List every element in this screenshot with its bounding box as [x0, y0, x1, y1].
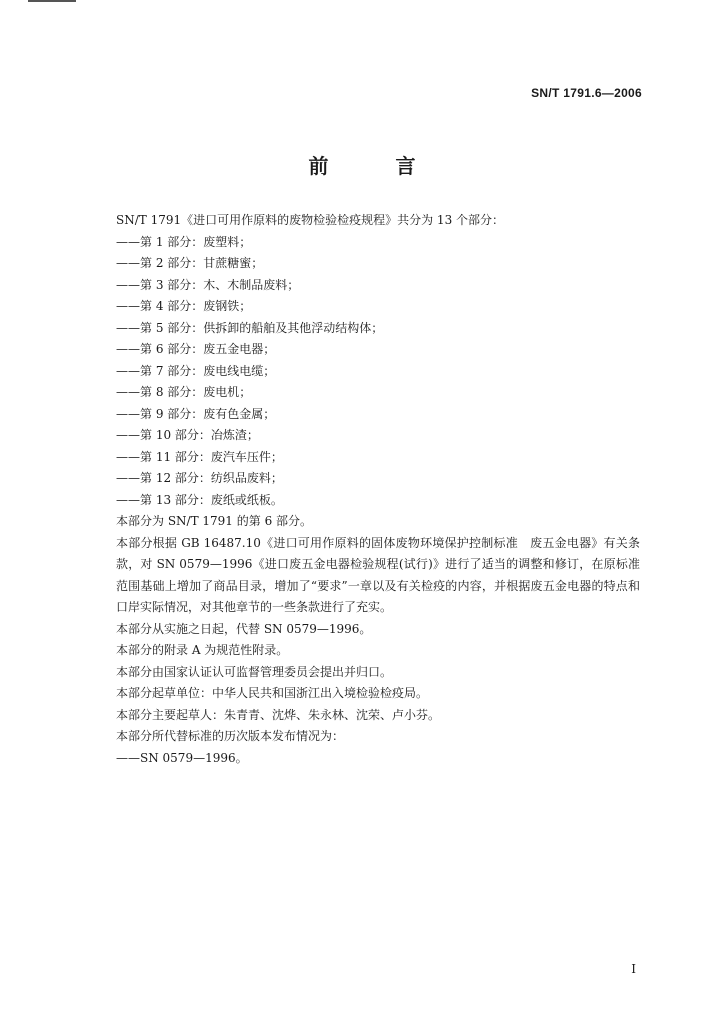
basis-paragraph: 本部分根据 GB 16487.10《进口可用作原料的固体废物环境保护控制标准 废五金电器》有关条款，对 SN 0579—1996《进口废五金电器检验规程(试行)》进行了适当的调整和修订，在原标准范围基础上增加了商品目录，增加了“要求”一章以及有关检疫的内容，并根据废五金电器的特点和口岸实际情况，对其他章节的一些条款进行了充实。: [116, 535, 640, 614]
drafters-paragraph: 本部分主要起草人：朱青青、沈烨、朱永林、沈荣、卢小芬。: [116, 707, 441, 722]
drafting-unit-paragraph: 本部分起草单位：中华人民共和国浙江出入境检验检疫局。: [116, 686, 429, 700]
page-number: I: [631, 962, 636, 976]
part-item-4: ——第 4 部分：废钢铁；: [116, 299, 252, 313]
history-intro-paragraph: 本部分所代替标准的历次版本发布情况为：: [116, 729, 345, 743]
replacement-paragraph: 本部分从实施之日起，代替 SN 0579—1996。: [116, 621, 372, 636]
part-item-12: ——第 12 部分：纺织品废料；: [116, 471, 283, 485]
part-item-7: ——第 7 部分：废电线电缆；: [116, 363, 276, 378]
part-item-10: ——第 10 部分：冶炼渣；: [116, 428, 259, 442]
foreword-body: [116, 210, 640, 769]
part-item-6: ——第 6 部分：废五金电器；: [116, 342, 276, 356]
page-title: 前 言: [308, 154, 446, 178]
part-item-11: ——第 11 部分：废汽车压件；: [116, 449, 283, 464]
part-item-3: ——第 3 部分：木、木制品废料；: [116, 277, 300, 292]
part-item-8: ——第 8 部分：废电机；: [116, 385, 252, 399]
scan-artifact-line: [28, 0, 76, 2]
scope-paragraph: 本部分为 SN/T 1791 的第 6 部分。: [116, 514, 313, 528]
part-item-9: ——第 9 部分：废有色金属；: [116, 406, 276, 421]
standard-code: SN/T 1791.6—2006: [531, 86, 642, 100]
part-item-2: ——第 2 部分：甘蔗糖蜜；: [116, 256, 264, 270]
parts-list: [116, 232, 640, 512]
proposer-paragraph: 本部分由国家认证认可监督管理委员会提出并归口。: [116, 664, 393, 679]
part-item-1: ——第 1 部分：废塑料；: [116, 234, 252, 249]
part-item-5: ——第 5 部分：供拆卸的船舶及其他浮动结构体；: [116, 320, 384, 335]
history-item: ——SN 0579—1996。: [116, 750, 248, 765]
part-item-13: ——第 13 部分：废纸或纸板。: [116, 492, 283, 507]
annex-paragraph: 本部分的附录 A 为规范性附录。: [116, 643, 289, 657]
intro-paragraph: SN/T 1791《进口可用作原料的废物检验检疫规程》共分为 13 个部分：: [116, 213, 505, 227]
